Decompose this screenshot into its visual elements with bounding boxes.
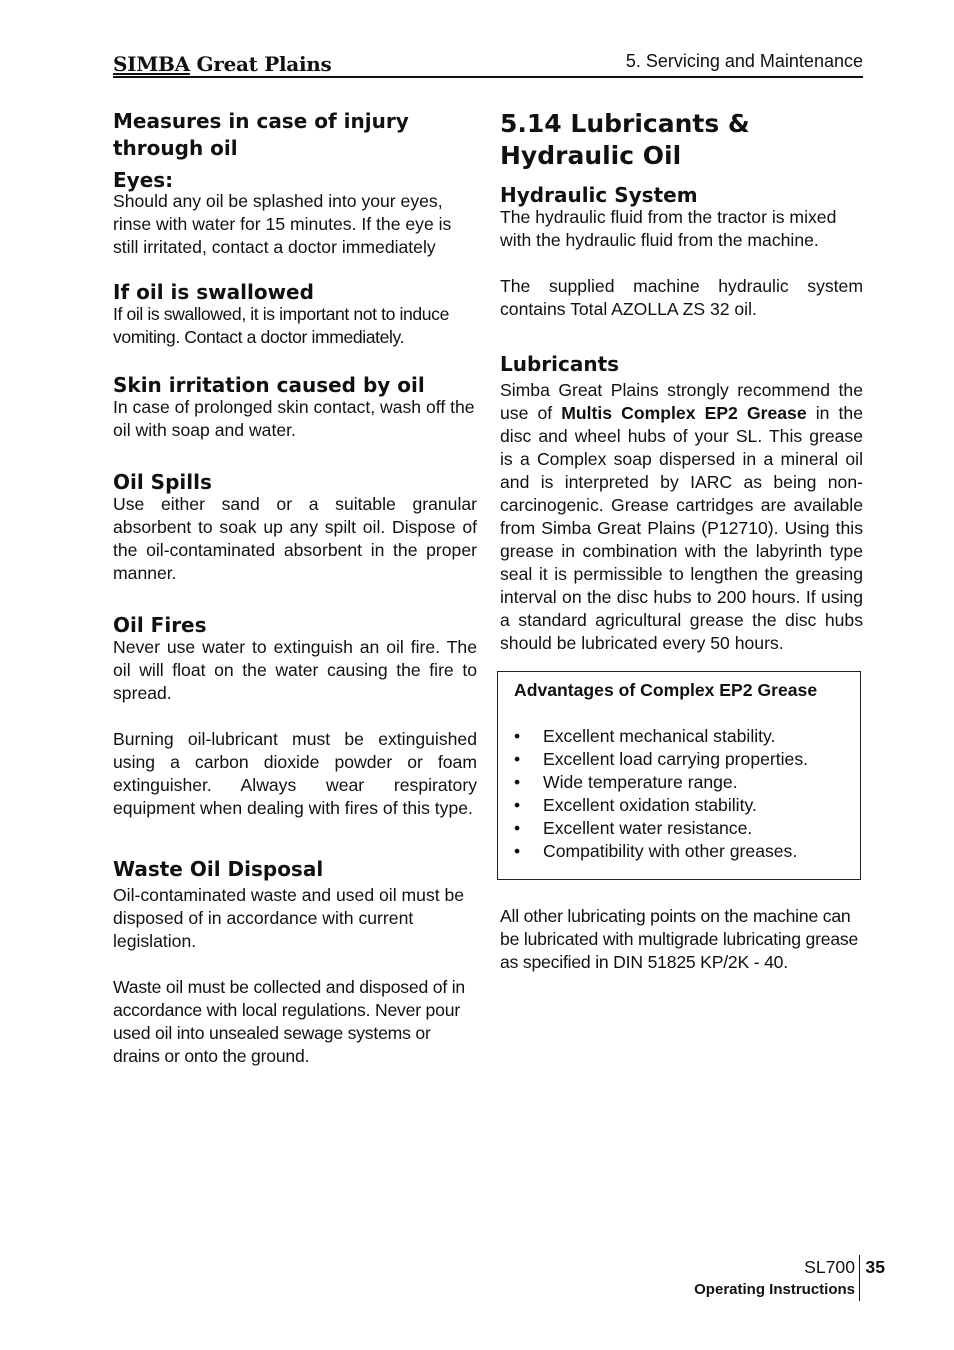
lubricants-text-a: Simba Great Plains strongly recommend the use of: [500, 380, 863, 423]
page-footer: [640, 1255, 885, 1303]
page-header: [113, 48, 863, 78]
oil-spills-text: Use either sand or a suitable granular absorbent to soak up any spilt oil. Dispose of the oil-contaminated absorbent in the proper manner.: [113, 494, 477, 583]
grease-advantages-list: [514, 725, 844, 863]
swallowed-heading: If oil is swallowed: [113, 280, 314, 304]
skin-irritation-text: In case of prolonged skin contact, wash off the oil with soap and water.: [113, 397, 475, 440]
measures-heading: Measures in case of injury through oil: [113, 109, 409, 160]
hydraulic-text-2: The supplied machine hydraulic system contains Total AZOLLA ZS 32 oil.: [500, 276, 863, 319]
lubricants-text: [500, 379, 863, 655]
bullet: •: [514, 749, 521, 769]
footer-divider: [859, 1255, 860, 1301]
eyes-heading: Eyes:: [113, 168, 174, 192]
bullet: •: [514, 772, 521, 792]
hydraulic-text-1: The hydraulic fluid from the tractor is mixed with the hydraulic fluid from the machine.: [500, 207, 837, 250]
swallowed-text: If oil is swallowed, it is important not to induce vomiting. Contact a doctor immediately.: [113, 304, 449, 347]
oil-fires-text-1: Never use water to extinguish an oil fire. The oil will float on the water causing the fire to spread.: [113, 637, 477, 703]
list-item: • Wide temperature range.: [514, 772, 738, 792]
eyes-text: Should any oil be splashed into your eyes, rinse with water for 15 minutes. If the eye is still irritated, contact a doctor immediately: [113, 191, 452, 257]
model-number: SL700: [804, 1257, 855, 1277]
other-lubrication-text: All other lubricating points on the machine can be lubricated with multigrade lubricating grease as specified in DIN 51825 KP/2K - 40.: [500, 906, 859, 972]
oil-spills-heading: Oil Spills: [113, 470, 212, 494]
list-item: • Compatibility with other greases.: [514, 841, 798, 861]
bullet: •: [514, 795, 521, 815]
lubricants-text-b: in the disc and wheel hubs of your SL. This grease is a Complex soap dispersed in a mineral oil and is interpreted by IARC as being non-carcinogenic. Grease cartridges are available from Simba Great Plains (P12710). Using this grease in combination with the labyrinth type seal it is permissible to lengthen the greasing interval on the disc hubs to 200 hours. If using a standard agricultural grease the disc hubs should be lubricated every 50 hours.: [500, 403, 863, 653]
bullet: •: [514, 818, 521, 838]
skin-irritation-heading: Skin irritation caused by oil: [113, 373, 425, 397]
grease-product-name: Multis Complex EP2 Grease: [561, 403, 807, 423]
list-item: • Excellent water resistance.: [514, 818, 753, 838]
list-item: • Excellent mechanical stability.: [514, 726, 776, 746]
bullet: •: [514, 841, 521, 861]
grease-advantages-box: [497, 671, 861, 880]
waste-oil-text-2: Waste oil must be collected and disposed of in accordance with local regulations. Never pour used oil into unsealed sewage systems or drains or onto the ground.: [113, 977, 465, 1066]
list-item: • Excellent oxidation stability.: [514, 795, 757, 815]
simba-great-plains-logo: [113, 52, 331, 76]
section-title: 5. Servicing and Maintenance: [625, 51, 863, 71]
logo-brand: SIMBA: [113, 52, 190, 76]
document-type: Operating Instructions: [694, 1281, 855, 1298]
lubricants-hydraulic-heading: 5.14 Lubricants & Hydraulic Oil: [500, 109, 750, 170]
page-number: 35: [865, 1257, 885, 1277]
grease-advantages-title: Advantages of Complex EP2 Grease: [514, 680, 818, 700]
waste-oil-text-1: Oil-contaminated waste and used oil must be disposed of in accordance with current legislation.: [113, 885, 465, 951]
oil-fires-text-2: Burning oil-lubricant must be extinguished using a carbon dioxide powder or foam extinguisher. Always wear respiratory equipment when dealing with fires of this type.: [113, 729, 477, 818]
lubricants-heading: Lubricants: [500, 352, 620, 376]
list-item: • Excellent load carrying properties.: [514, 749, 809, 769]
logo-rest: Great Plains: [196, 52, 332, 76]
left-column: [113, 108, 477, 1068]
oil-fires-heading: Oil Fires: [113, 613, 207, 637]
right-column: [500, 108, 863, 974]
hydraulic-system-heading: Hydraulic System: [500, 183, 698, 207]
waste-oil-heading: Waste Oil Disposal: [113, 857, 324, 881]
bullet: •: [514, 726, 521, 746]
